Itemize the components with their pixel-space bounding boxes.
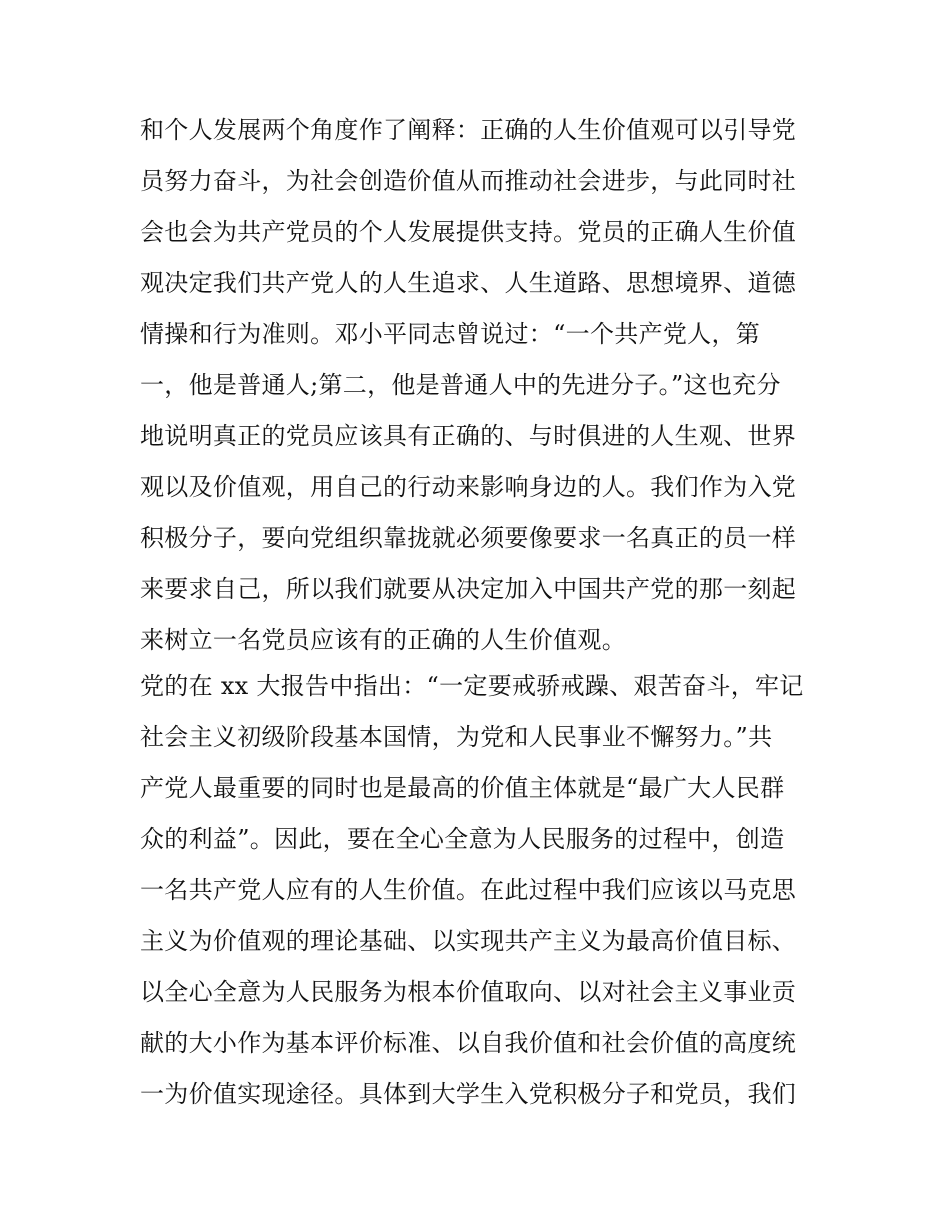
text-line: 党的在 xx 大报告中指出：“一定要戒骄戒躁、艰苦奋斗，牢记 bbox=[140, 672, 804, 700]
text-line: 献的大小作为基本评价标准、以自我价值和社会价值的高度统 bbox=[140, 1029, 797, 1057]
text-line: 来树立一名党员应该有的正确的人生价值观。 bbox=[140, 626, 626, 654]
text-line: 社会主义初级阶段基本国情，为党和人民事业不懈努力。”共 bbox=[140, 723, 773, 751]
text-line: 观决定我们共产党人的人生追求、人生道路、思想境界、道德 bbox=[140, 269, 797, 297]
text-line: 来要求自己，所以我们就要从决定加入中国共产党的那一刻起 bbox=[140, 575, 797, 603]
text-line: 众的利益”。因此，要在全心全意为人民服务的过程中，创造 bbox=[140, 825, 785, 853]
text-line: 会也会为共产党员的个人发展提供支持。党员的正确人生价值 bbox=[140, 218, 797, 246]
text-line: 情操和行为准则。邓小平同志曾说过：“一个共产党人，第 bbox=[140, 320, 761, 348]
text-line: 一名共产党人应有的人生价值。在此过程中我们应该以马克思 bbox=[140, 876, 797, 904]
text-line: 地说明真正的党员应该具有正确的、与时俱进的人生观、世界 bbox=[140, 422, 797, 450]
text-line: 员努力奋斗，为社会创造价值从而推动社会进步，与此同时社 bbox=[140, 167, 797, 195]
text-line: 主义为价值观的理论基础、以实现共产主义为最高价值目标、 bbox=[140, 927, 797, 955]
text-line: 一为价值实现途径。具体到大学生入党积极分子和党员，我们 bbox=[140, 1080, 797, 1108]
text-line: 一，他是普通人;第二，他是普通人中的先进分子。”这也充分 bbox=[140, 371, 781, 399]
text-line: 以全心全意为人民服务为根本价值取向、以对社会主义事业贡 bbox=[140, 978, 797, 1006]
text-line: 产党人最重要的同时也是最高的价值主体就是“最广大人民群 bbox=[140, 774, 785, 802]
text-line: 和个人发展两个角度作了阐释：正确的人生价值观可以引导党 bbox=[140, 116, 797, 144]
text-line: 积极分子，要向党组织靠拢就必须要像要求一名真正的员一样 bbox=[140, 524, 797, 552]
text-line: 观以及价值观，用自己的行动来影响身边的人。我们作为入党 bbox=[140, 473, 797, 501]
